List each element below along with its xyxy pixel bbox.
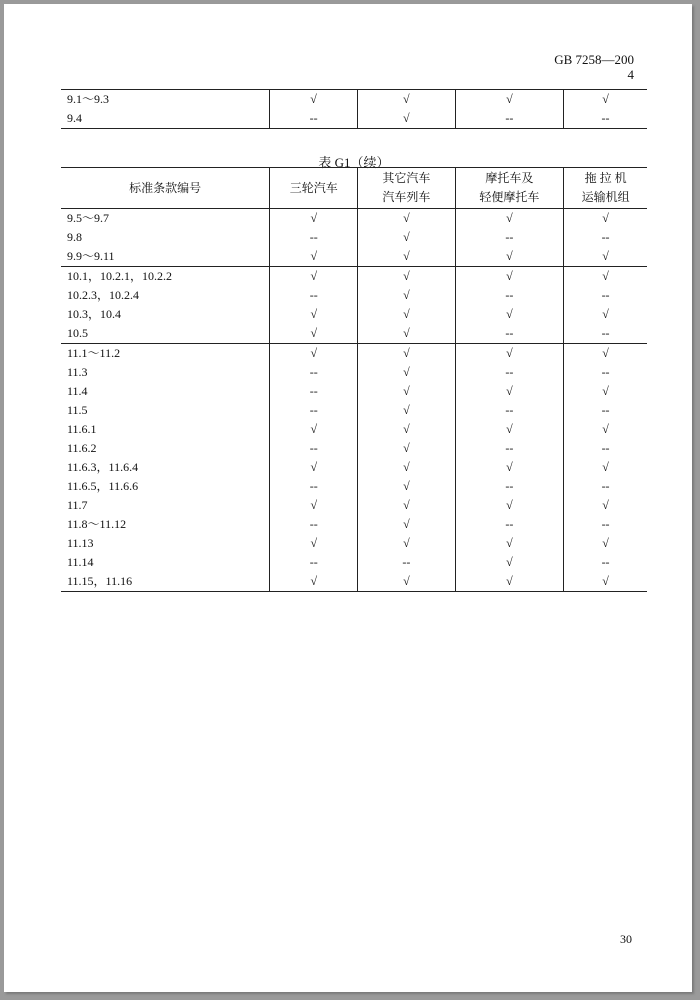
motorcycle-cell: --: [455, 477, 563, 496]
other-vehicles-cell: √: [358, 420, 456, 439]
clause-number-cell: 11.15，11.16: [67, 574, 133, 588]
clause-number-cell: 11.3: [67, 365, 88, 379]
other-vehicles-cell: √: [358, 458, 456, 477]
standard-code-line2: 4: [627, 67, 634, 82]
clause-number-cell: 11.14: [67, 555, 94, 569]
tractor-cell: √: [564, 267, 647, 287]
tractor-cell: √: [564, 534, 647, 553]
table-row: [61, 267, 647, 287]
table-row: [61, 496, 647, 515]
motorcycle-cell: √: [455, 267, 563, 287]
motorcycle-cell: √: [455, 572, 563, 592]
three-wheel-cell: √: [270, 572, 358, 592]
table-row: [61, 109, 647, 129]
standard-code: [554, 52, 634, 82]
clause-number-cell: 11.13: [67, 536, 94, 550]
three-wheel-cell: √: [270, 420, 358, 439]
tractor-cell: --: [564, 439, 647, 458]
three-wheel-cell: --: [270, 228, 358, 247]
motorcycle-cell: --: [455, 228, 563, 247]
three-wheel-cell: --: [270, 477, 358, 496]
table-row: [61, 209, 647, 229]
header-other-vehicles: 其它汽车 汽车列车: [358, 168, 456, 209]
other-vehicles-cell: √: [358, 572, 456, 592]
tractor-cell: √: [564, 572, 647, 592]
tractor-cell: √: [564, 382, 647, 401]
three-wheel-cell: √: [270, 247, 358, 267]
table-row: [61, 382, 647, 401]
applicability-table: [61, 167, 647, 592]
clause-number-cell: 9.4: [67, 111, 82, 125]
other-vehicles-cell: √: [358, 228, 456, 247]
three-wheel-cell: √: [270, 534, 358, 553]
motorcycle-cell: --: [455, 109, 563, 129]
clause-number-cell: 9.5～9.7: [67, 211, 110, 225]
motorcycle-cell: √: [455, 247, 563, 267]
three-wheel-cell: √: [270, 209, 358, 229]
header-three-wheel-vehicle: 三轮汽车: [270, 168, 358, 209]
header-clause-number: 标准条款编号: [61, 168, 270, 209]
other-vehicles-cell: √: [358, 439, 456, 458]
clause-number-cell: 11.6.3，11.6.4: [67, 460, 139, 474]
other-vehicles-cell: √: [358, 247, 456, 267]
other-vehicles-cell: √: [358, 401, 456, 420]
other-vehicles-cell: √: [358, 496, 456, 515]
table-row: [61, 458, 647, 477]
motorcycle-cell: --: [455, 439, 563, 458]
other-vehicles-cell: √: [358, 286, 456, 305]
motorcycle-cell: √: [455, 305, 563, 324]
other-vehicles-cell: √: [358, 209, 456, 229]
table-caption: 表 G1（续）: [318, 155, 390, 170]
other-vehicles-cell: √: [357, 109, 455, 129]
other-vehicles-cell: √: [358, 344, 456, 364]
clause-number-cell: 11.6.5，11.6.6: [67, 479, 139, 493]
table-row: [61, 477, 647, 496]
three-wheel-cell: --: [270, 286, 358, 305]
other-vehicles-cell: √: [358, 363, 456, 382]
tractor-cell: √: [564, 305, 647, 324]
tractor-cell: √: [564, 496, 647, 515]
clause-number-cell: 11.7: [67, 498, 88, 512]
motorcycle-cell: √: [455, 496, 563, 515]
clause-number-cell: 10.2.3，10.2.4: [67, 288, 140, 302]
tractor-cell: --: [564, 286, 647, 305]
table-row: [61, 420, 647, 439]
clause-number-cell: 11.6.1: [67, 422, 97, 436]
three-wheel-cell: --: [270, 363, 358, 382]
three-wheel-cell: --: [270, 401, 358, 420]
motorcycle-cell: √: [455, 553, 563, 572]
table-row: [61, 344, 647, 364]
other-vehicles-cell: √: [357, 90, 455, 110]
continued-table-top: [61, 89, 647, 129]
tractor-cell: √: [564, 209, 647, 229]
clause-number-cell: 11.1～11.2: [61, 344, 270, 364]
table-row: [61, 228, 647, 247]
clause-number-cell: 10.1，10.2.1，10.2.2: [61, 267, 270, 287]
motorcycle-cell: √: [455, 534, 563, 553]
three-wheel-cell: --: [270, 109, 358, 129]
motorcycle-cell: --: [455, 515, 563, 534]
other-vehicles-cell: √: [358, 324, 456, 344]
clause-number-cell: 11.5: [67, 403, 88, 417]
motorcycle-cell: --: [455, 324, 563, 344]
header-motorcycles: 摩托车及 轻便摩托车: [455, 168, 563, 209]
clause-number-cell: 11.6.2: [67, 441, 97, 455]
motorcycle-cell: √: [455, 458, 563, 477]
page-number: 30: [620, 932, 632, 946]
table-header-row: [61, 168, 647, 209]
tractor-cell: --: [564, 553, 647, 572]
tractor-cell: --: [564, 477, 647, 496]
tractor-cell: √: [564, 420, 647, 439]
other-vehicles-cell: √: [358, 267, 456, 287]
clause-number-cell: 10.5: [67, 326, 88, 340]
table-row: [61, 553, 647, 572]
header-tractor-transport: 拖 拉 机 运输机组: [564, 168, 647, 209]
table-row: [61, 401, 647, 420]
other-vehicles-cell: √: [358, 534, 456, 553]
other-vehicles-cell: √: [358, 305, 456, 324]
table-row: [61, 572, 647, 592]
motorcycle-cell: --: [455, 401, 563, 420]
tractor-cell: --: [564, 363, 647, 382]
other-vehicles-cell: √: [358, 477, 456, 496]
other-vehicles-cell: √: [358, 382, 456, 401]
three-wheel-cell: --: [270, 439, 358, 458]
three-wheel-cell: √: [270, 267, 358, 287]
table-row: [61, 534, 647, 553]
motorcycle-cell: √: [455, 90, 563, 110]
tractor-cell: --: [564, 515, 647, 534]
clause-number-cell: 11.4: [67, 384, 88, 398]
table-row: [61, 324, 647, 344]
clause-number-cell: 9.8: [67, 230, 82, 244]
tractor-cell: --: [564, 228, 647, 247]
motorcycle-cell: √: [455, 382, 563, 401]
three-wheel-cell: √: [270, 496, 358, 515]
three-wheel-cell: --: [270, 553, 358, 572]
tractor-cell: --: [564, 324, 647, 344]
three-wheel-cell: √: [270, 324, 358, 344]
table-row: [61, 286, 647, 305]
motorcycle-cell: √: [455, 344, 563, 364]
tractor-cell: --: [564, 109, 647, 129]
clause-number-cell: 11.8～11.12: [67, 517, 127, 531]
other-vehicles-cell: √: [358, 515, 456, 534]
three-wheel-cell: √: [270, 90, 358, 110]
standard-code-line1: GB 7258—200: [554, 52, 634, 67]
three-wheel-cell: --: [270, 515, 358, 534]
table-row: [61, 90, 647, 110]
tractor-cell: --: [564, 401, 647, 420]
three-wheel-cell: √: [270, 458, 358, 477]
table-row: [61, 439, 647, 458]
table-row: [61, 363, 647, 382]
three-wheel-cell: --: [270, 382, 358, 401]
table-row: [61, 247, 647, 267]
other-vehicles-cell: --: [358, 553, 456, 572]
tractor-cell: √: [564, 247, 647, 267]
clause-number-cell: 9.1～9.3: [67, 92, 110, 106]
tractor-cell: √: [564, 344, 647, 364]
motorcycle-cell: --: [455, 286, 563, 305]
three-wheel-cell: √: [270, 344, 358, 364]
motorcycle-cell: --: [455, 363, 563, 382]
clause-number-cell: 9.9～9.11: [67, 249, 115, 263]
document-page: [4, 4, 692, 992]
tractor-cell: √: [564, 90, 647, 110]
tractor-cell: √: [564, 458, 647, 477]
table-row: [61, 305, 647, 324]
motorcycle-cell: √: [455, 209, 563, 229]
three-wheel-cell: √: [270, 305, 358, 324]
motorcycle-cell: √: [455, 420, 563, 439]
clause-number-cell: 10.3，10.4: [67, 307, 122, 321]
table-row: [61, 515, 647, 534]
